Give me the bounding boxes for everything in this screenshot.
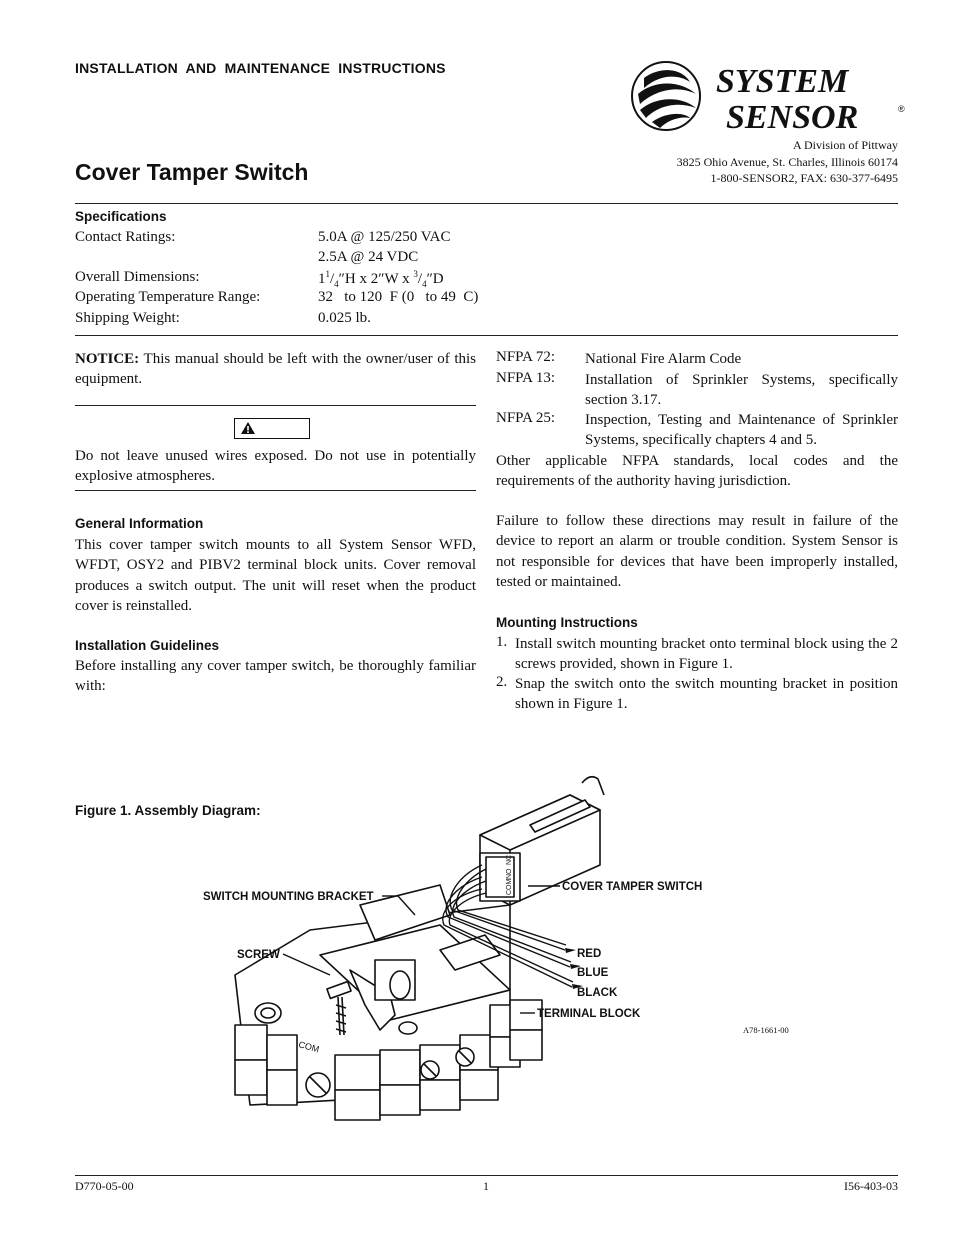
general-information-heading: General Information xyxy=(75,516,204,531)
address-line: 3825 Ohio Avenue, St. Charles, Illinois 60174 xyxy=(676,154,898,169)
nfpa-code: NFPA 25: xyxy=(496,410,556,426)
nfpa-code: NFPA 72: xyxy=(496,349,556,365)
logo-word-system: SYSTEM xyxy=(716,63,849,100)
nfpa-description: Inspection, Testing and Maintenance of Sprinkler Systems, specifically chapters 4 and 5. xyxy=(585,412,898,449)
switch-nc-label: NC xyxy=(506,854,513,865)
logo-word-sensor: SENSOR xyxy=(726,99,859,136)
warning-triangle-icon xyxy=(240,421,256,435)
dim-frac-num: 1 xyxy=(325,269,330,279)
label-cover-tamper-switch: COVER TAMPER SWITCH xyxy=(562,881,703,893)
footer-divider xyxy=(75,1175,898,1176)
label-switch-mounting-bracket: SWITCH MOUNTING BRACKET xyxy=(203,891,374,903)
spec-value: 2.5A @ 24 VDC xyxy=(318,249,419,265)
spec-label: Contact Ratings: xyxy=(75,229,176,245)
address-line: 1-800-SENSOR2, FAX: 630-377-6495 xyxy=(710,171,898,185)
warning-top-rule xyxy=(75,405,476,406)
figure-code: A78-1661-00 xyxy=(743,1025,789,1035)
step-text: Install switch mounting bracket onto terminal block using the 2 screws provided, shown in Figure 1. xyxy=(515,636,898,673)
spec-label: Overall Dimensions: xyxy=(75,269,200,285)
step-number: 1. xyxy=(496,634,508,650)
label-terminal-block: TERMINAL BLOCK xyxy=(537,1008,641,1020)
mounting-instructions-heading: Mounting Instructions xyxy=(496,615,638,630)
switch-no-label: NO xyxy=(506,868,513,879)
spec-value-dimensions: $1^1/_4''H$ x 2″W x $^3/_4''D$ xyxy=(318,269,444,289)
spec-value: 5.0A @ 125/250 VAC xyxy=(318,229,451,245)
dim-unit: ″H x 2″W x xyxy=(338,271,414,287)
step-text: Snap the switch onto the switch mounting bracket in position shown in Figure 1. xyxy=(515,676,898,713)
spec-value: 32 to 120 F (0 to 49 C) xyxy=(318,289,479,305)
divider xyxy=(75,203,898,204)
failure-note: Failure to follow these directions may result in failure of the device to report an alarm or trouble condition. System Sensor is not responsible for devices that have been improperly installed, tested or maintained. xyxy=(496,513,898,590)
dim-frac-num: 3 xyxy=(413,269,418,279)
step-number: 2. xyxy=(496,674,508,690)
divider xyxy=(75,335,898,336)
notice-label: NOTICE: xyxy=(75,351,140,367)
company-address xyxy=(677,137,898,187)
nfpa-description: National Fire Alarm Code xyxy=(585,351,742,367)
terminal-com-label: COM xyxy=(297,1039,321,1055)
page-number: 1 xyxy=(483,1179,489,1193)
notice-paragraph xyxy=(75,349,476,390)
dim-frac-den: 4 xyxy=(334,279,339,289)
label-screw: SCREW xyxy=(237,949,280,961)
footer-doc-number: D770-05-00 xyxy=(75,1179,134,1193)
dim-whole: 1 xyxy=(318,271,326,287)
assembly-diagram xyxy=(190,765,830,1165)
notice-text: This manual should be left with the owner/user of this equipment. xyxy=(75,351,476,388)
footer-part-number: I56-403-03 xyxy=(844,1179,898,1193)
other-standards-text: Other applicable NFPA standards, local codes and the requirements of the authority having jurisdiction. xyxy=(496,453,898,490)
label-blue-wire: BLUE xyxy=(577,967,609,979)
address-line: A Division of Pittway xyxy=(792,138,898,152)
spec-label: Operating Temperature Range: xyxy=(75,289,261,305)
dim-unit: ″D xyxy=(426,271,444,287)
installation-guidelines-text: Before installing any cover tamper switch, be thoroughly familiar with: xyxy=(75,658,476,695)
warning-bottom-rule xyxy=(75,490,476,491)
switch-com-label: COM xyxy=(506,878,513,895)
nfpa-description: Installation of Sprinkler Systems, specifically section 3.17. xyxy=(585,372,898,409)
spec-value: 0.025 lb. xyxy=(318,310,371,326)
spec-label: Shipping Weight: xyxy=(75,310,180,326)
label-black-wire: BLACK xyxy=(577,987,618,999)
nfpa-code: NFPA 13: xyxy=(496,370,556,386)
registered-mark: ® xyxy=(898,104,905,114)
logo-swirl-icon xyxy=(632,62,700,130)
label-red-wire: RED xyxy=(577,948,602,960)
page-title: Cover Tamper Switch xyxy=(75,159,309,185)
figure-caption: Figure 1. Assembly Diagram: xyxy=(75,803,261,818)
specifications-heading: Specifications xyxy=(75,209,167,224)
system-sensor-logo xyxy=(630,58,910,138)
warning-text: Do not leave unused wires exposed. Do not use in potentially explosive atmospheres. xyxy=(75,448,476,485)
installation-guidelines-heading: Installation Guidelines xyxy=(75,638,220,653)
general-information-text: This cover tamper switch mounts to all System Sensor WFD, WFDT, OSY2 and PIBV2 terminal block units. Cover removal produces a switch output. The unit will reset when the product cover is reinstalled. xyxy=(75,537,476,614)
dim-frac-den: 4 xyxy=(422,279,427,289)
document-type-heading: INSTALLATION AND MAINTENANCE INSTRUCTIONS xyxy=(75,60,446,76)
